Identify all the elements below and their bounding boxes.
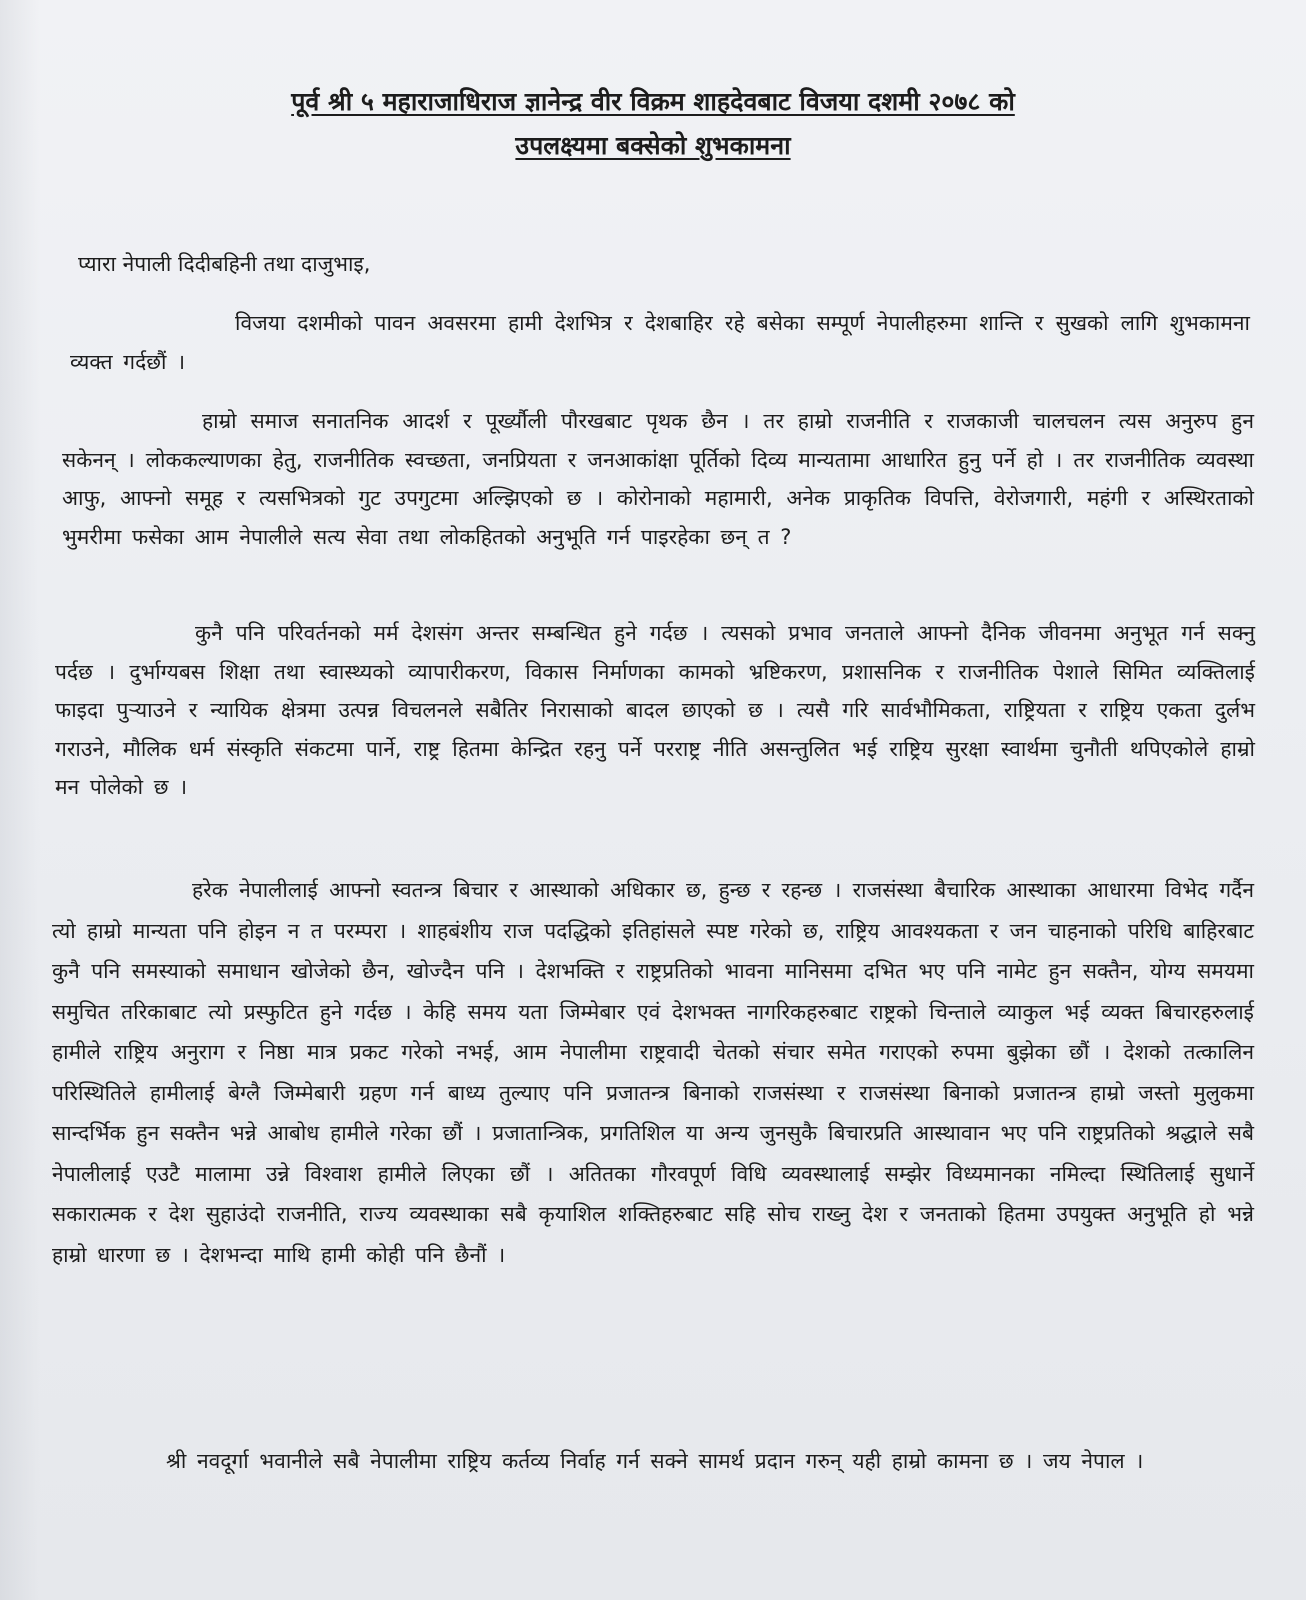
salutation: प्यारा नेपाली दिदीबहिनी तथा दाजुभाइ, xyxy=(78,252,371,276)
paragraph-change: कुनै पनि परिवर्तनको मर्म देशसंग अन्तर सम्बन्धित हुने गर्दछ । त्यसको प्रभाव जनताले आफ्नो दैनिक जीवनमा अनुभूत गर्न सक्नु पर्दछ । दुर्भाग्यबस शिक्षा तथा स्वास्थ्यको व्यापारीकरण, विकास निर्माणका कामको भ्रष्टिकरण, प्रशासनिक र राजनीतिक पेशाले सिमित व्यक्तिलाई फाइदा पुऱ्याउने र न्यायिक क्षेत्रमा उत्पन्न विचलनले सबैतिर निरासाको बादल छाएको छ । त्यसै गरि सार्वभौमिकता, राष्ट्रियता र राष्ट्रिय एकता दुर्लभ गराउने, मौलिक धर्म संस्कृति संकटमा पार्ने, राष्ट्र हितमा केन्द्रित रहनु पर्ने परराष्ट्र नीति असन्तुलित भई राष्ट्रिय सुरक्षा स्वार्थमा चुनौती थपिएकोले हाम्रो मन पोलेको छ । xyxy=(55,621,1255,799)
paragraph-greeting: विजया दशमीको पावन अवसरमा हामी देशभित्र र देशबाहिर रहे बसेका सम्पूर्ण नेपालीहरुमा शान्ति र सुखको लागि शुभकामना व्यक्त गर्दछौं । xyxy=(70,311,1250,374)
document-title-line-2: उपलक्ष्यमा बक्सेको शुभकामना xyxy=(515,131,791,160)
paragraph-rights: हरेक नेपालीलाई आफ्नो स्वतन्त्र बिचार र आस्थाको अधिकार छ, हुन्छ र रहन्छ । राजसंस्था बैचारिक आस्थाका आधारमा विभेद गर्दैन त्यो हाम्रो मान्यता पनि होइन न त परम्परा । शाहबंशीय राज पदद्धिको इतिहांसले स्पष्ट गरेको छ, राष्ट्रिय आवश्यकता र जन चाहनाको परिधि बाहिरबाट कुनै पनि समस्याको समाधान खोजेको छैन, खोज्दैन पनि । देशभक्ति र राष्ट्रप्रतिको भावना मानिसमा दभित भए पनि नामेट हुन सक्तैन, योग्य समयमा समुचित तरिकाबाट त्यो प्रस्फुटित हुने गर्दछ । केहि समय यता जिम्मेबार एवं देशभक्त नागरिकहरुबाट राष्ट्रको चिन्ताले व्याकुल भई व्यक्त बिचारहरुलाई हामीले राष्ट्रिय अनुराग र निष्ठा मात्र प्रकट गरेको नभई, आम नेपालीमा राष्ट्रवादी चेतको संचार समेत गराएको रुपमा बुझेका छौं । देशको तत्कालिन परिस्थितिले हामीलाई बेग्लै जिम्मेबारी ग्रहण गर्न बाध्य तुल्याए पनि प्रजातन्त्र बिनाको राजसंस्था र राजसंस्था बिनाको प्रजातन्त्र हाम्रो जस्तो मुलुकमा सान्दर्भिक हुन सक्तैन भन्ने आबोध हामीले गरेका छौं । प्रजातान्त्रिक, प्रगतिशिल या अन्य जुनसुकै बिचारप्रति आस्थावान भए पनि राष्ट्रप्रतिको श्रद्धाले सबै नेपालीलाई एउटै मालामा उन्ने विश्वाश हामीले लिएका छौं । अतितका गौरवपूर्ण विधि व्यवस्थालाई सम्झेर विध्यमानका नमिल्दा स्थितिलाई सुधार्ने सकारात्मक र देश सुहाउंदो राजनीति, राज्य व्यवस्थाका सबै कृयाशिल शक्तिहरुबाट सहि सोच राख्नु देश र जनताको हितमा उपयुक्त अनुभूति हो भन्ने हाम्रो धारणा छ । देशभन्दा माथि हामी कोही पनि छैनौं । xyxy=(52,878,1254,1267)
paragraph-society: हाम्रो समाज सनातनिक आदर्श र पूर्ख्यौली पौरखबाट पृथक छैन । तर हाम्रो राजनीति र राजकाजी चालचलन त्यस अनुरुप हुन सकेनन् । लोककल्याणका हेतु, राजनीतिक स्वच्छता, जनप्रियता र जनआकांक्षा पूर्तिको दिव्य मान्यतामा आधारित हुनु पर्ने हो । तर राजनीतिक व्यवस्था आफु, आफ्नो समूह र त्यसभित्रको गुट उपगुटमा अल्झिएको छ । कोरोनाको महामारी, अनेक प्राकृतिक विपत्ति, वेरोजगारी, महंगी र अस्थिरताको भुमरीमा फसेका आम नेपालीले सत्य सेवा तथा लोकहितको अनुभूति गर्न पाइरहेका छन् त ? xyxy=(62,409,1254,549)
document-title-line-1: पूर्व श्री ५ महाराजाधिराज ज्ञानेन्द्र वीर विक्रम शाहदेवबाट विजया दशमी २०७८ को xyxy=(291,87,1015,116)
paragraph-closing: श्री नवदूर्गा भवानीले सबै नेपालीमा राष्ट्रिय कर्तव्य निर्वाह गर्न सक्ने सामर्थ प्रदान गरुन् यही हाम्रो कामना छ । जय नेपाल । xyxy=(166,1449,1144,1473)
